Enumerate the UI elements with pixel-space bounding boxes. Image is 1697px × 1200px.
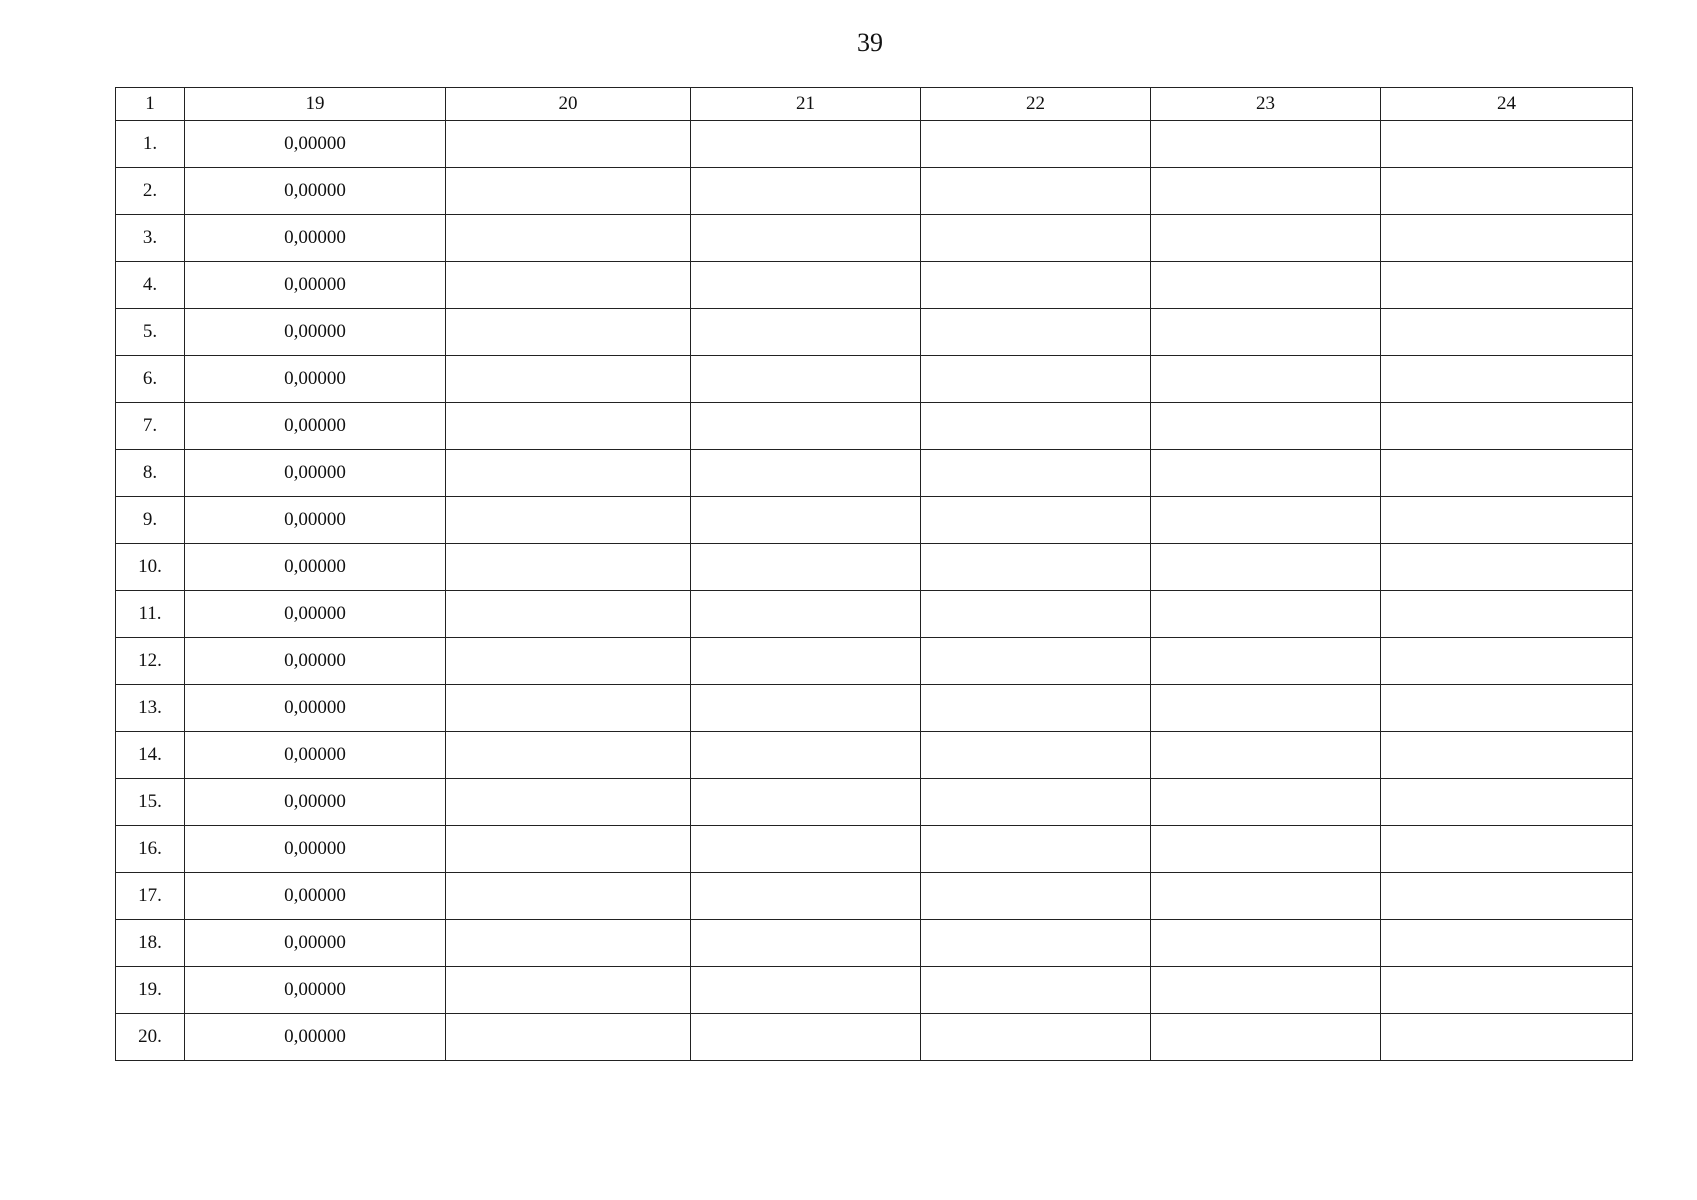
table-cell (691, 591, 921, 638)
row-number-cell: 15. (116, 779, 185, 826)
table-cell (921, 309, 1151, 356)
table-row (116, 497, 1633, 544)
table-cell (921, 497, 1151, 544)
table-cell (446, 685, 691, 732)
table-cell (921, 873, 1151, 920)
table-cell (446, 121, 691, 168)
table-cell (691, 638, 921, 685)
table-cell: 0,00000 (185, 779, 446, 826)
table-cell: 0,00000 (185, 403, 446, 450)
table-cell (691, 497, 921, 544)
table-cell (1151, 262, 1381, 309)
table-row (116, 826, 1633, 873)
table-cell (691, 873, 921, 920)
row-number-cell: 3. (116, 215, 185, 262)
row-number-cell: 6. (116, 356, 185, 403)
table-cell (921, 168, 1151, 215)
table-cell (921, 591, 1151, 638)
table-row (116, 544, 1633, 591)
row-number-cell: 17. (116, 873, 185, 920)
table-row (116, 262, 1633, 309)
table-cell (1151, 920, 1381, 967)
table-row (116, 403, 1633, 450)
table-cell (691, 732, 921, 779)
table-cell: 0,00000 (185, 168, 446, 215)
table-cell (921, 215, 1151, 262)
row-number-cell: 5. (116, 309, 185, 356)
table-cell (921, 121, 1151, 168)
table-row (116, 685, 1633, 732)
table-cell (921, 920, 1151, 967)
table-cell (921, 450, 1151, 497)
table-cell: 0,00000 (185, 309, 446, 356)
table-cell (921, 732, 1151, 779)
table-cell (1381, 356, 1633, 403)
table-cell (691, 121, 921, 168)
column-header: 24 (1381, 88, 1633, 121)
table-cell (1381, 309, 1633, 356)
table-cell (1151, 497, 1381, 544)
table-cell: 0,00000 (185, 262, 446, 309)
table-row (116, 779, 1633, 826)
column-header: 21 (691, 88, 921, 121)
table-cell (921, 1014, 1151, 1061)
table-cell (446, 309, 691, 356)
table-cell (1381, 779, 1633, 826)
table-cell (446, 779, 691, 826)
table-cell (691, 920, 921, 967)
table-cell (1381, 544, 1633, 591)
table-cell (691, 215, 921, 262)
table-row (116, 920, 1633, 967)
table-cell (446, 638, 691, 685)
table-cell (691, 779, 921, 826)
table-cell (1151, 591, 1381, 638)
table-cell (691, 450, 921, 497)
table-cell (1151, 732, 1381, 779)
table-cell (691, 544, 921, 591)
header-row (116, 88, 1633, 121)
column-header: 23 (1151, 88, 1381, 121)
row-number-cell: 8. (116, 450, 185, 497)
table-cell: 0,00000 (185, 873, 446, 920)
table-cell: 0,00000 (185, 591, 446, 638)
table-cell (1381, 967, 1633, 1014)
table-cell (446, 732, 691, 779)
table-row (116, 309, 1633, 356)
table-cell (446, 920, 691, 967)
column-header: 20 (446, 88, 691, 121)
table-row (116, 215, 1633, 262)
table-cell: 0,00000 (185, 638, 446, 685)
table-cell (1381, 638, 1633, 685)
table-cell (691, 826, 921, 873)
row-number-cell: 18. (116, 920, 185, 967)
table-cell (1381, 732, 1633, 779)
table-cell (1151, 685, 1381, 732)
table-cell (921, 638, 1151, 685)
table-cell (1151, 168, 1381, 215)
table-cell (921, 544, 1151, 591)
table-cell (1151, 967, 1381, 1014)
table-cell (691, 967, 921, 1014)
table-row (116, 121, 1633, 168)
table-cell (1381, 685, 1633, 732)
table-cell (1151, 215, 1381, 262)
table-cell (1381, 121, 1633, 168)
table-cell (446, 215, 691, 262)
table-row (116, 967, 1633, 1014)
row-number-cell: 11. (116, 591, 185, 638)
table-cell: 0,00000 (185, 497, 446, 544)
row-number-cell: 4. (116, 262, 185, 309)
table-cell (446, 544, 691, 591)
table-cell (921, 356, 1151, 403)
row-number-cell: 13. (116, 685, 185, 732)
table-cell (1381, 873, 1633, 920)
table-cell (691, 309, 921, 356)
table-row (116, 356, 1633, 403)
table-row (116, 732, 1633, 779)
table-cell (691, 356, 921, 403)
table-cell (921, 826, 1151, 873)
table-cell (691, 1014, 921, 1061)
table-body (116, 121, 1633, 1061)
table-cell (1381, 403, 1633, 450)
table-cell: 0,00000 (185, 450, 446, 497)
table-cell: 0,00000 (185, 215, 446, 262)
column-header: 19 (185, 88, 446, 121)
table-cell (446, 873, 691, 920)
table-cell (1151, 826, 1381, 873)
table-cell (446, 403, 691, 450)
table-cell (446, 591, 691, 638)
column-header: 22 (921, 88, 1151, 121)
table-cell (1151, 309, 1381, 356)
table-cell: 0,00000 (185, 826, 446, 873)
table-cell (1381, 920, 1633, 967)
table-cell: 0,00000 (185, 356, 446, 403)
page-number: 39 (857, 28, 883, 57)
table-cell (921, 262, 1151, 309)
table-cell (1151, 779, 1381, 826)
table-cell: 0,00000 (185, 967, 446, 1014)
row-number-cell: 10. (116, 544, 185, 591)
table-cell (446, 1014, 691, 1061)
table-cell (921, 403, 1151, 450)
table-cell: 0,00000 (185, 732, 446, 779)
row-number-cell: 12. (116, 638, 185, 685)
table-cell (1381, 262, 1633, 309)
table-cell (1381, 168, 1633, 215)
table-cell: 0,00000 (185, 121, 446, 168)
table-row (116, 591, 1633, 638)
table-cell (1151, 544, 1381, 591)
table-cell (691, 262, 921, 309)
table-cell (446, 356, 691, 403)
table-row (116, 638, 1633, 685)
table-cell (446, 450, 691, 497)
table-cell (1151, 873, 1381, 920)
table-cell (1381, 826, 1633, 873)
table-cell (691, 685, 921, 732)
table-cell (1151, 1014, 1381, 1061)
row-number-cell: 1. (116, 121, 185, 168)
row-number-cell: 19. (116, 967, 185, 1014)
row-number-cell: 9. (116, 497, 185, 544)
table-cell (446, 826, 691, 873)
table-cell (446, 967, 691, 1014)
row-number-cell: 7. (116, 403, 185, 450)
table-cell (1381, 497, 1633, 544)
table-header (116, 88, 1633, 121)
table-cell (1151, 356, 1381, 403)
row-number-cell: 14. (116, 732, 185, 779)
table-cell (921, 779, 1151, 826)
table-cell (691, 403, 921, 450)
table-cell (1151, 450, 1381, 497)
data-table (115, 87, 1633, 1061)
table-row (116, 450, 1633, 497)
row-number-cell: 2. (116, 168, 185, 215)
row-number-cell: 20. (116, 1014, 185, 1061)
table-cell (446, 168, 691, 215)
row-number-cell: 16. (116, 826, 185, 873)
table-row (116, 168, 1633, 215)
table-cell (691, 168, 921, 215)
table-cell (921, 967, 1151, 1014)
table-cell: 0,00000 (185, 920, 446, 967)
table-row (116, 873, 1633, 920)
table-cell (1381, 215, 1633, 262)
table-cell (1151, 403, 1381, 450)
table-cell: 0,00000 (185, 685, 446, 732)
table-cell (1381, 1014, 1633, 1061)
table-cell (921, 685, 1151, 732)
table-cell: 0,00000 (185, 1014, 446, 1061)
table-cell (1381, 450, 1633, 497)
table-cell (1151, 638, 1381, 685)
table-cell (446, 262, 691, 309)
table-cell: 0,00000 (185, 544, 446, 591)
table-cell (446, 497, 691, 544)
column-header: 1 (116, 88, 185, 121)
table-cell (1151, 121, 1381, 168)
table-row (116, 1014, 1633, 1061)
table-cell (1381, 591, 1633, 638)
